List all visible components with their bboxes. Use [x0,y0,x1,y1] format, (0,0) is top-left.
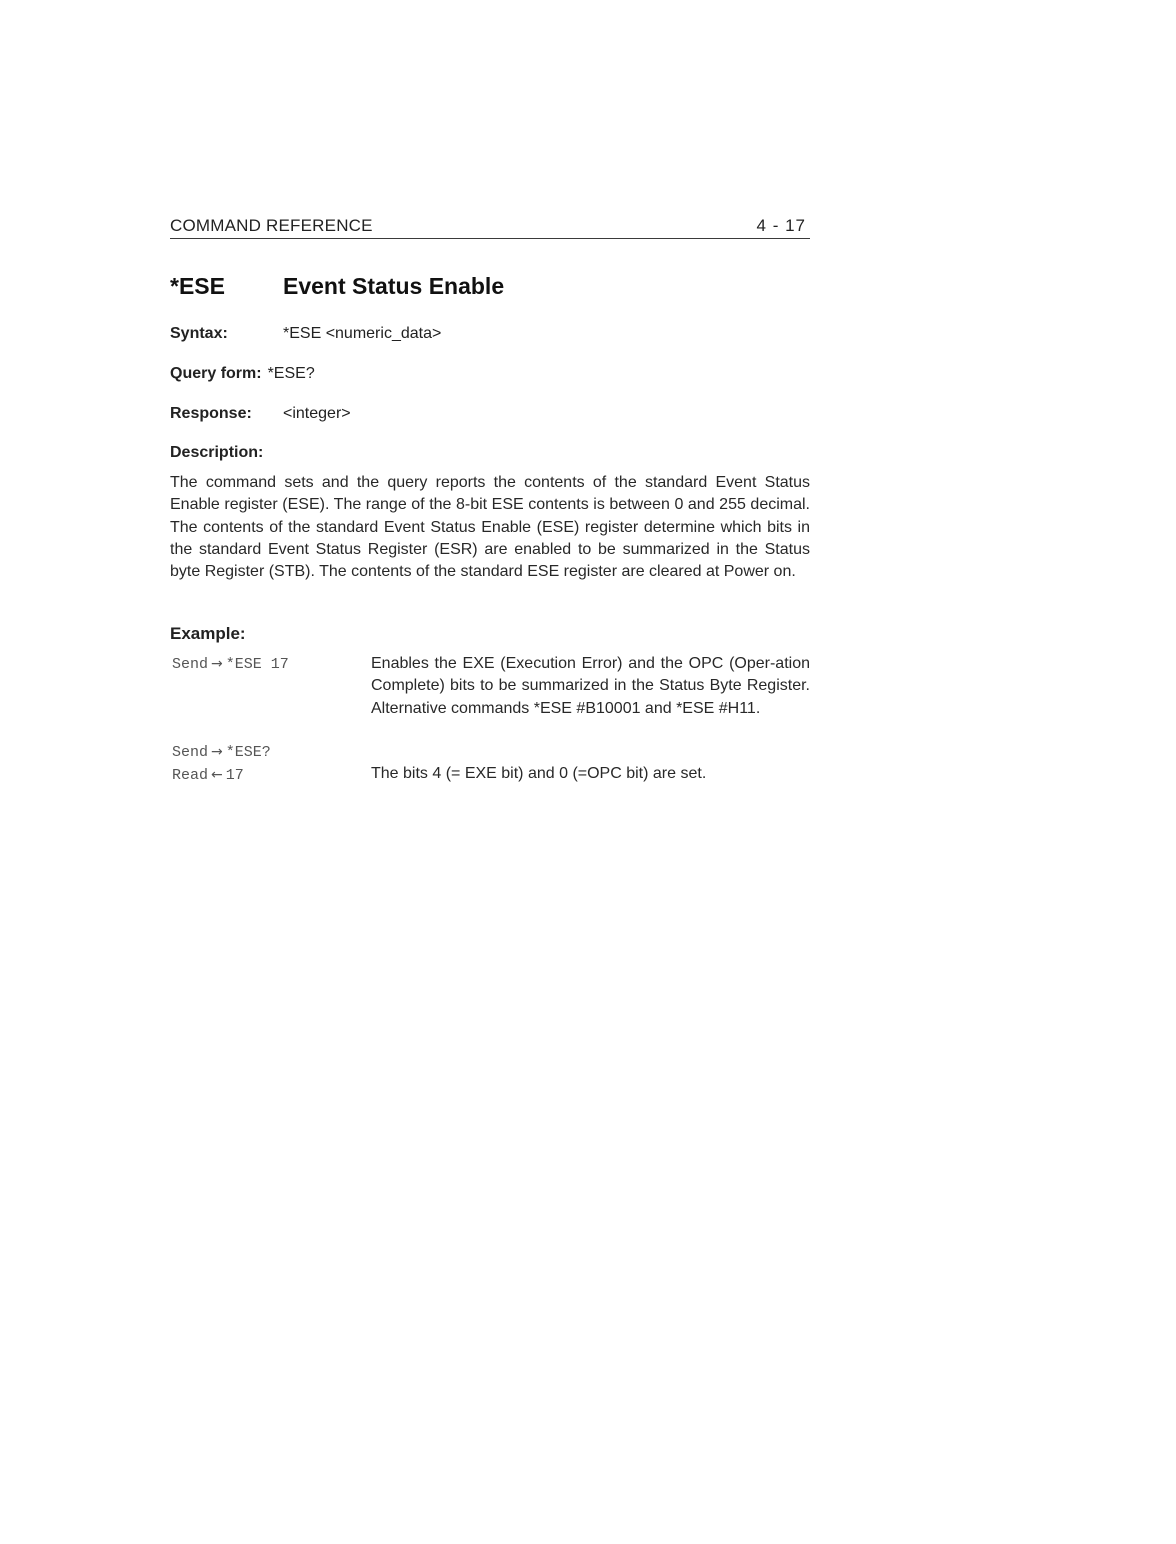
example-code: 17 [225,767,244,784]
command-title: Event Status Enable [283,273,505,299]
response-row [170,405,351,423]
command-heading [170,273,504,300]
query-form-label: Query form: [170,365,262,382]
query-form-row [170,365,315,383]
right-arrow-icon: → [211,656,223,672]
example-verb: Send [172,656,209,673]
example-verb: Send [172,744,209,761]
syntax-value: *ESE <numeric_data> [283,325,442,342]
example-code: *ESE? [225,744,271,761]
description-paragraph: The command sets and the query reports the contents of the standard Event Status Enable register (ESE). The range of the 8-bit ESE contents is between 0 and 255 decimal. The contents of the standard Event Status Enable (ESE) register determine which bits in the standard Event Status Register (ESR) are enabled to be summarized in the Status byte Register (STB). The contents of the standard ESE register are cleared at Power on. [170,474,810,581]
description-heading: Description: [170,444,264,461]
example-heading: Example: [170,624,246,643]
example-verb: Read [172,767,209,784]
left-arrow-icon: ← [211,767,223,783]
response-label: Response: [170,405,252,422]
example-command [172,766,244,784]
query-form-value: *ESE? [267,365,315,382]
example-command [172,743,271,761]
syntax-row [170,325,441,343]
page-number: 4 - 17 [756,216,806,235]
example-explanation: The bits 4 (= EXE bit) and 0 (=OPC bit) are set. [371,765,707,782]
right-arrow-icon: → [211,744,223,760]
page-header [170,216,810,239]
example-command [172,655,289,673]
example-explanation: Enables the EXE (Execution Error) and the OPC (Oper-ation Complete) bits to be summarized in the Status Byte Register. Alternative commands *ESE #B10001 and *ESE #H11. [371,655,810,717]
command-name: *ESE [170,273,225,299]
example-code: *ESE 17 [225,656,289,673]
response-value: <integer> [283,405,351,422]
running-head: COMMAND REFERENCE [170,216,373,235]
syntax-label: Syntax: [170,325,228,342]
